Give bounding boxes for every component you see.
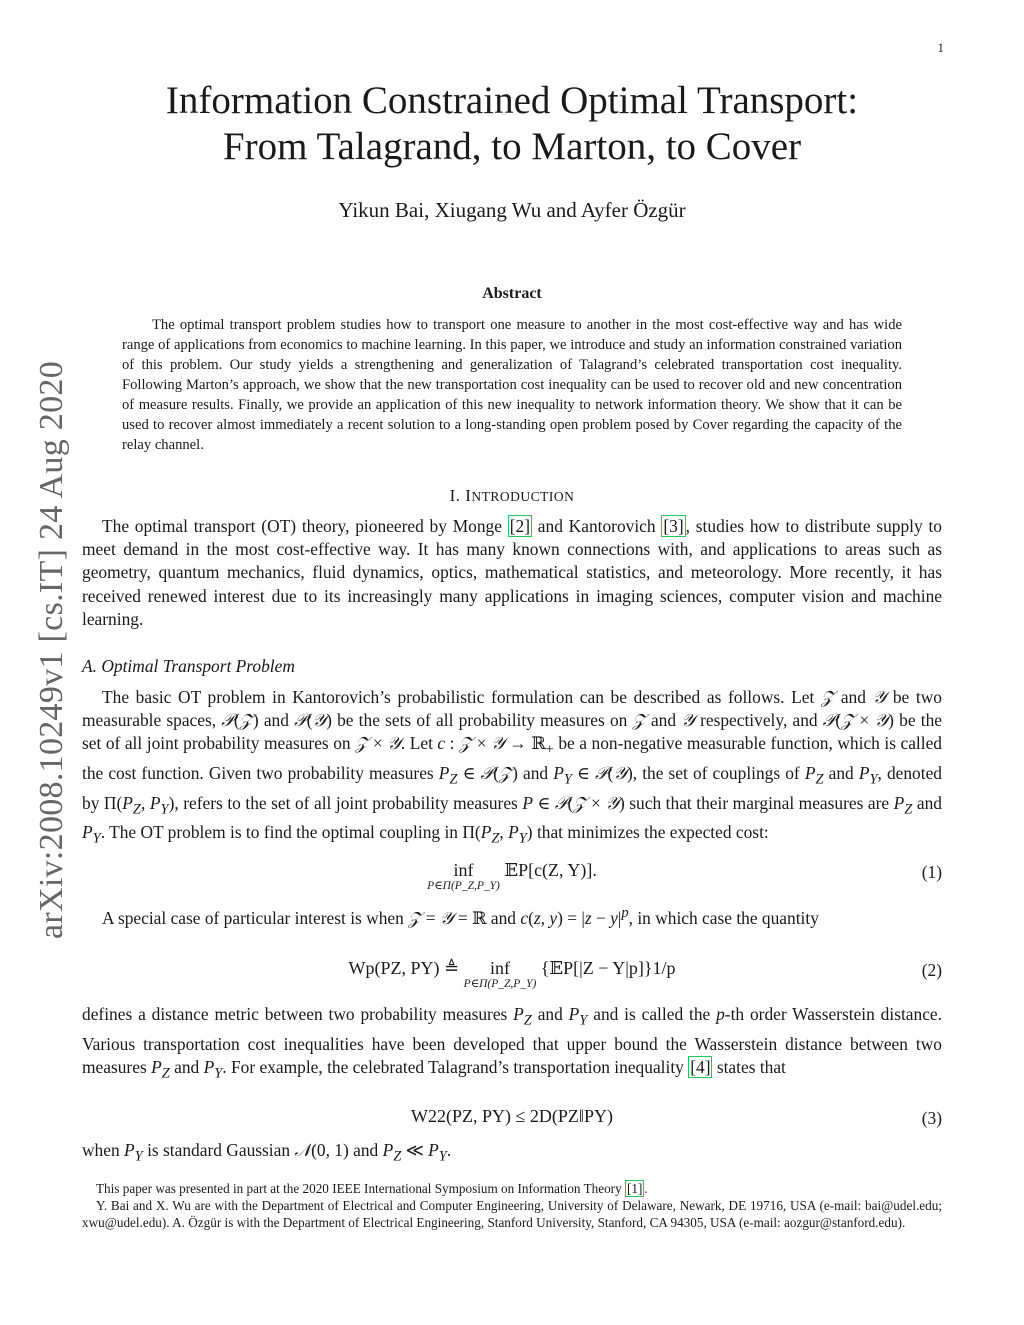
section-title-initial: I	[465, 486, 472, 505]
ot-text: and	[834, 687, 873, 707]
ot-text: . The OT problem is to find the optimal coupling in	[100, 822, 463, 843]
special-text: A special case of particular interest is when	[102, 907, 409, 928]
defines-text: and	[169, 1056, 204, 1077]
ot-text: , the set of couplings of	[632, 763, 805, 784]
equation-2	[82, 958, 942, 994]
section-title-rest: NTRODUCTION	[471, 489, 575, 504]
title-line-2: From Talagrand, to Marton, to Cover	[222, 125, 802, 168]
section-numeral: I.	[449, 486, 461, 505]
subsection-title: Optimal Transport Problem	[101, 656, 295, 676]
equation-3	[82, 1106, 942, 1142]
intro-paragraph	[82, 515, 942, 631]
defines-text: states that	[712, 1056, 786, 1077]
ot-text: be the sets of all probability measures on	[331, 710, 633, 731]
ot-text: . Let	[400, 733, 438, 754]
wasserstein-paragraph: defines a distance metric between two probability measures $P_Z$ and $P_Y$ and is called the p-th order Wasserstein distance. Various transportation cost inequalities have been developed that upper bound the Wasserstein distance between two measures $P_Z$ and $P_Y$. For example, the celebrated Talagrand’s transportation inequality [4] states that	[82, 1004, 942, 1082]
intro-text-c: , studies how to distribute supply to meet demand in the most cost-effective way. It has many known connections with, and applications to areas such as geometry, quantum mechanics, fluid dynamics, optics, mathematical statistics, and meteorology. More recently, it has received renewed interest due to its increasingly many applications in imaging sciences, computer vision and machine learning.	[82, 516, 942, 629]
ot-text: that minimizes the expected cost:	[532, 822, 769, 843]
when-text: is standard Gaussian	[142, 1140, 295, 1160]
footnote-1-end: .	[644, 1181, 648, 1196]
ot-text: be two measurable spaces,	[82, 687, 942, 731]
ot-text: and	[645, 710, 682, 731]
gaussian-condition-line: when $P_Y$ is standard Gaussian 𝒩(0, 1) and $P_Z$ ≪ $P_Y$.	[82, 1140, 452, 1165]
footnote-2: Y. Bai and X. Wu are with the Department of Electrical and Computer Engineering, University of Delaware, Newark, DE 19716, USA (e-mail: bai@udel.edu; xwu@udel.edu). A. Özgür is with the Department of Electrical Engineering, Stanford University, Stanford, CA 94305, USA (e-mail: aozgur@stanford.edu).	[82, 1198, 942, 1230]
ot-paragraph: The basic OT problem in Kantorovich’s probabilistic formulation can be described as follows. Let 𝒵 and 𝒴 be two measurable spaces, 𝒫(𝒵) and 𝒫(𝒴) be the sets of all probability measures on 𝒵 and 𝒴 respectively, and 𝒫(𝒵 × 𝒴) be the set of all joint probability measures on 𝒵 × 𝒴. Let c : 𝒵 × 𝒴 → ℝ$_+$ be a non-negative measurable function, which is called the cost function. Given two probability measures $P_Z$ ∈ 𝒫(𝒵) and $P_Y$ ∈ 𝒫(𝒴), the set of couplings of $P_Z$ and $P_Y$, denoted by $\Pi(P_Z$, $P_Y$), refers to the set of all joint probability measures P ∈ 𝒫(𝒵 × 𝒴) such that their marginal measures are $P_Z$ and $P_Y$. The OT problem is to find the optimal coupling in $\Pi(P_Z$, $P_Y$) that minimizes the expected cost:	[82, 687, 943, 847]
citation-1[interactable]: [1]	[626, 1181, 643, 1196]
citation-3[interactable]: [3]	[663, 516, 684, 536]
ot-text: and	[258, 710, 295, 731]
page-number: 1	[937, 40, 944, 55]
ot-text: and	[517, 763, 554, 784]
abstract-body: The optimal transport problem studies how to transport one measure to another in the most cost-effective way and has wide range of applications from economics to machine learning. In this paper, we introduce and study an information constrained variation of this problem. Our study yields a strengthening and generalization of Talagrand’s celebrated transportation cost inequality. Following Marton’s approach, we show that the new transportation cost inequality can be used to recover old and new concentration of measure results. Finally, we provide an application of this new inequality to network information theory. We show that it can be used to recover almost immediately a recent solution to a long-standing open problem posed by Cover regarding the capacity of the relay channel.	[122, 317, 902, 453]
when-text: when	[82, 1140, 125, 1160]
intro-text-a: The optimal transport (OT) theory, pioneered by Monge	[102, 516, 508, 536]
special-case-paragraph: A special case of particular interest is when 𝒵 = 𝒴 = ℝ and c(z, $y) = |z - y|^p$, in which case the quantity	[102, 905, 819, 928]
ot-text: and	[823, 763, 859, 784]
when-text: and	[348, 1140, 383, 1160]
footnote-1-text: This paper was presented in part at the 2020 IEEE International Symposium on Information Theory	[96, 1181, 625, 1196]
equation-1	[82, 860, 942, 896]
subsection-heading	[82, 656, 295, 677]
ot-text: The basic OT problem in Kantorovich’s probabilistic formulation can be described as follows. Let	[102, 687, 821, 707]
defines-text: defines a distance metric between two probability measures	[82, 1004, 514, 1024]
equation-number-3: (3)	[921, 1108, 942, 1128]
eq2-body: {𝔼P[|Z − Y|p]}1/p	[540, 958, 676, 978]
defines-text: and is called the	[587, 1004, 717, 1024]
subsection-label: A.	[82, 656, 97, 676]
ot-text: be the set of all joint probability measures on	[82, 710, 942, 754]
ot-text: and	[912, 792, 942, 813]
defines-text: -th order Wasserstein distance. Various transportation cost inequalities have been developed that upper bound the Wasserstein distance between two measures	[82, 1004, 942, 1077]
equation-number-2: (2)	[921, 960, 942, 980]
ot-text: be a non-negative measurable function, which is called the cost function. Given two probability measures	[82, 733, 943, 784]
eq1-body: 𝔼P[c(Z, Y)].	[504, 860, 597, 880]
ot-text: such that their marginal measures are	[624, 792, 894, 813]
eq1-operator: inf	[453, 860, 474, 880]
footnotes	[82, 1180, 942, 1231]
ot-text: , refers to the set of all joint probability measures	[174, 792, 523, 813]
when-text: .	[446, 1140, 452, 1160]
eq2-operator: inf	[489, 958, 510, 978]
eq2-lhs: Wp(PZ, PY) ≜	[348, 958, 460, 978]
abstract-heading: Abstract	[482, 285, 542, 302]
footnote-1	[82, 1180, 942, 1197]
title-line-1: Information Constrained Optimal Transport:	[165, 79, 859, 122]
defines-text: and	[531, 1004, 569, 1024]
defines-text: . For example, the celebrated Talagrand’s transportation inequality	[222, 1056, 689, 1077]
ot-text: , denoted by	[82, 763, 943, 813]
citation-4[interactable]: [4]	[690, 1056, 711, 1077]
equation-number-1: (1)	[921, 862, 942, 882]
eq1-subscript: P∈Π(P_Z,P_Y)	[427, 880, 500, 892]
authors: Yikun Bai, Xiugang Wu and Ayfer Özgür	[338, 198, 686, 222]
paper-title	[0, 78, 1024, 170]
intro-text-b: and Kantorovich	[532, 516, 662, 536]
eq3-body: W22(PZ, PY) ≤ 2D(PZ‖PY)	[411, 1106, 613, 1126]
special-text: and	[486, 907, 521, 928]
citation-2[interactable]: [2]	[509, 516, 531, 536]
special-text: , in which case the quantity	[628, 907, 819, 928]
arxiv-stamp-text: arXiv:2008.10249v1 [cs.IT] 24 Aug 2020	[33, 361, 70, 939]
eq2-subscript: P∈Π(P_Z,P_Y)	[463, 978, 537, 990]
ot-text: respectively, and	[694, 710, 823, 731]
section-heading	[0, 486, 1024, 506]
